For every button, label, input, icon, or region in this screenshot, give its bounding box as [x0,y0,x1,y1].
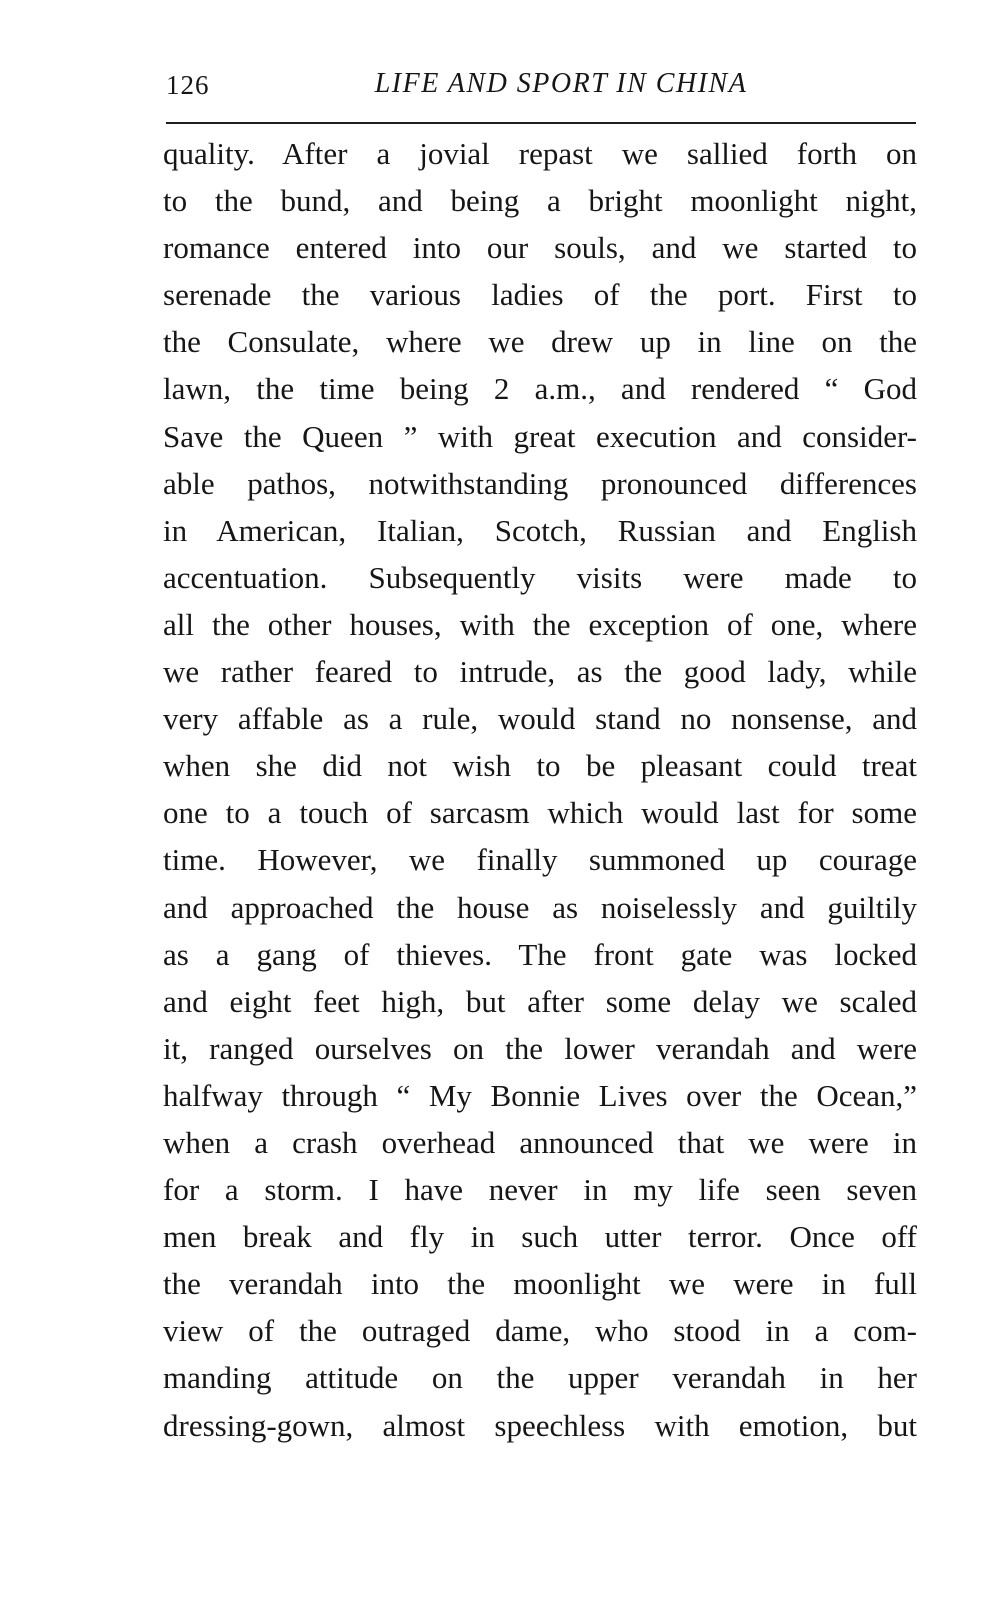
text-line: as a gang of thieves. The front gate was locked [163,936,917,972]
running-title: LIFE AND SPORT IN CHINA [374,68,748,99]
text-line: for a storm. I have never in my life seen seven [163,1172,917,1208]
header-rule [166,122,916,124]
text-line: when she did not wish to be pleasant could treat [163,748,917,784]
text-line: the verandah into the moonlight we were in full [163,1266,917,1302]
text-line: the Consulate, where we drew up in line on the [163,324,917,360]
text-line: Save the Queen ” with great execution and consider- [163,418,917,454]
text-line: quality. After a jovial repast we sallied forth on [163,136,917,171]
text-line: one to a touch of sarcasm which would last for some [163,795,917,831]
page-number: 126 [166,70,210,100]
text-line: we rather feared to intrude, as the good lady, while [163,654,917,690]
text-line: to the bund, and being a bright moonlight night, [163,183,917,219]
text-line: accentuation. Subsequently visits were made to [163,559,917,595]
text-line: view of the outraged dame, who stood in a com- [163,1313,917,1349]
text-line: and eight feet high, but after some delay we scaled [163,983,917,1019]
text-line: manding attitude on the upper verandah in her [163,1360,917,1396]
text-line: in American, Italian, Scotch, Russian and English [163,512,917,548]
text-line: romance entered into our souls, and we started to [163,230,917,266]
text-line: dressing-gown, almost speechless with emotion, but [163,1407,917,1443]
running-head [166,66,916,112]
text-line: time. However, we finally summoned up courage [163,842,917,878]
text-line: men break and fly in such utter terror. Once off [163,1219,917,1255]
text-line: able pathos, notwithstanding pronounced differences [163,465,917,501]
text-line: it, ranged ourselves on the lower verandah and were [163,1030,917,1066]
text-line: serenade the various ladies of the port. First to [163,277,917,313]
text-line: very affable as a rule, would stand no nonsense, and [163,701,917,737]
text-line: all the other houses, with the exception of one, where [163,606,917,642]
text-line: and approached the house as noiselessly and guiltily [163,889,917,925]
text-line: halfway through “ My Bonnie Lives over the Ocean,” [163,1077,917,1113]
body-text [163,130,917,1449]
text-line: when a crash overhead announced that we were in [163,1124,917,1160]
text-line: lawn, the time being 2 a.m., and rendered “ God [163,371,917,407]
